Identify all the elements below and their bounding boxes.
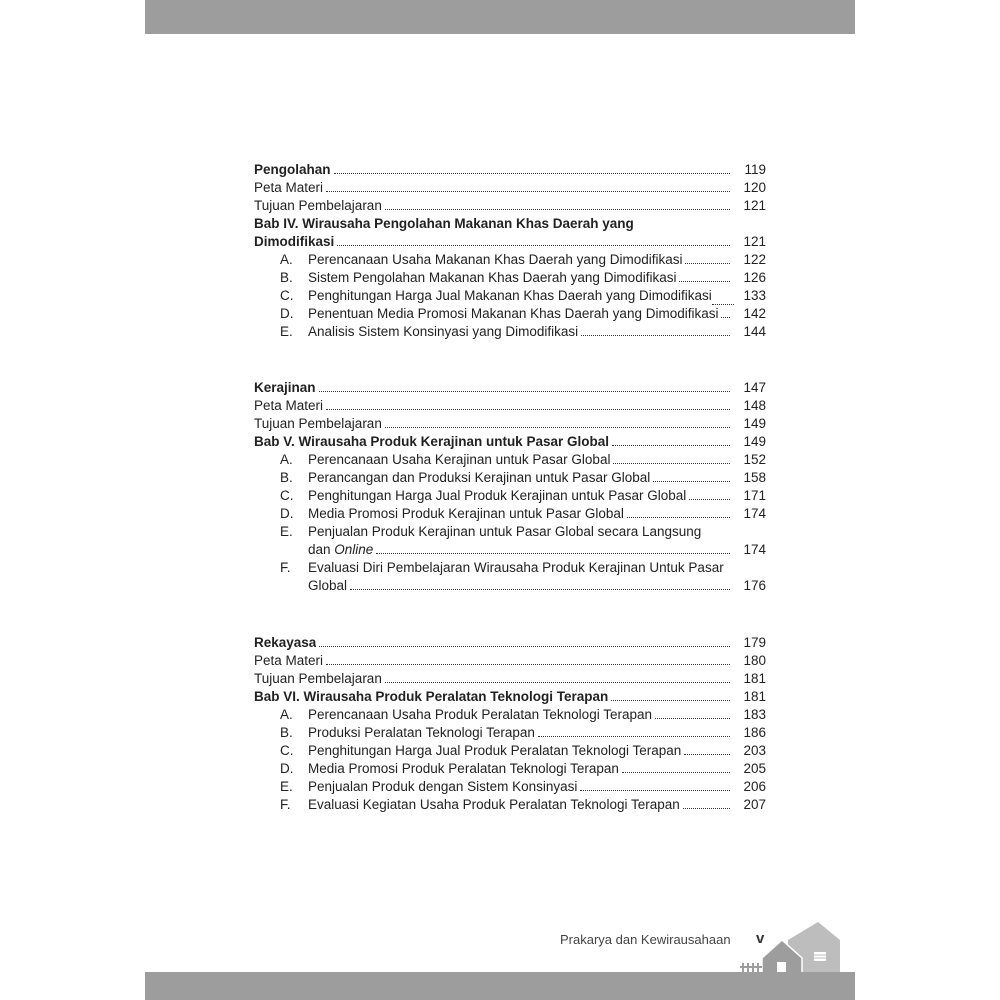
toc-item[interactable]: C. Penghitungan Harga Jual Makanan Khas Daerah yang Dimodifikasi 133 [280, 288, 766, 303]
footer-book-title: Prakarya dan Kewirausahaan [560, 932, 731, 947]
toc-item[interactable]: D. Media Promosi Produk Kerajinan untuk Pasar Global 174 [280, 506, 766, 521]
toc-item[interactable]: B. Sistem Pengolahan Makanan Khas Daerah yang Dimodifikasi 126 [280, 270, 766, 285]
toc-item[interactable]: C. Penghitungan Harga Jual Produk Kerajinan untuk Pasar Global 171 [280, 488, 766, 503]
toc-item[interactable]: A. Perencanaan Usaha Produk Peralatan Teknologi Terapan 183 [280, 707, 766, 722]
toc-bab-row[interactable]: Bab V. Wirausaha Produk Kerajinan untuk Pasar Global 149 [254, 434, 766, 449]
toc-row-tujuan[interactable]: Tujuan Pembelajaran 149 [254, 416, 766, 431]
toc-bab-heading-line1: Bab IV. Wirausaha Pengolahan Makanan Khas Daerah yang [254, 216, 634, 231]
toc-item[interactable]: A. Perencanaan Usaha Makanan Khas Daerah yang Dimodifikasi 122 [280, 252, 766, 267]
toc-item[interactable]: E. Analisis Sistem Konsinyasi yang Dimodifikasi 144 [280, 324, 766, 339]
bottom-decorative-bar [145, 972, 855, 1000]
toc-row-peta-materi[interactable]: Peta Materi 180 [254, 653, 766, 668]
house-logo-icon [740, 918, 840, 974]
footer-page-number: v [756, 930, 765, 947]
toc-chapter-row[interactable]: Rekayasa 179 [254, 635, 766, 650]
toc-item[interactable]: E. Penjualan Produk dengan Sistem Konsinyasi 206 [280, 779, 766, 794]
toc-row-peta-materi[interactable]: Peta Materi 120 [254, 180, 766, 195]
toc-item-multiline-first[interactable]: F. Evaluasi Diri Pembelajaran Wirausaha Produk Kerajinan Untuk Pasar [280, 560, 724, 575]
toc-row-tujuan[interactable]: Tujuan Pembelajaran 121 [254, 198, 766, 213]
toc-bab-row[interactable]: Dimodifikasi 121 [254, 234, 766, 249]
toc-item-multiline-cont[interactable]: Global 176 [308, 578, 766, 593]
toc-item[interactable]: B. Perancangan dan Produksi Kerajinan untuk Pasar Global 158 [280, 470, 766, 485]
toc-chapter-row[interactable]: Pengolahan 119 [254, 162, 766, 177]
toc-chapter-row[interactable]: Kerajinan 147 [254, 380, 766, 395]
toc-item[interactable]: B. Produksi Peralatan Teknologi Terapan 186 [280, 725, 766, 740]
toc-item[interactable]: A. Perencanaan Usaha Kerajinan untuk Pasar Global 152 [280, 452, 766, 467]
toc-item[interactable]: D. Media Promosi Produk Peralatan Teknologi Terapan 205 [280, 761, 766, 776]
toc-bab-row[interactable]: Bab VI. Wirausaha Produk Peralatan Teknologi Terapan 181 [254, 689, 766, 704]
toc-item[interactable]: C. Penghitungan Harga Jual Produk Peralatan Teknologi Terapan 203 [280, 743, 766, 758]
toc-section-pengolahan [254, 161, 766, 341]
toc-row-tujuan[interactable]: Tujuan Pembelajaran 181 [254, 671, 766, 686]
toc-item[interactable]: D. Penentuan Media Promosi Makanan Khas Daerah yang Dimodifikasi 142 [280, 306, 766, 321]
toc-item-multiline-first[interactable]: E. Penjualan Produk Kerajinan untuk Pasar Global secara Langsung [280, 524, 702, 539]
toc-item[interactable]: F. Evaluasi Kegiatan Usaha Produk Peralatan Teknologi Terapan 207 [280, 797, 766, 812]
toc-section-kerajinan [254, 379, 766, 595]
toc-row-peta-materi[interactable]: Peta Materi 148 [254, 398, 766, 413]
top-decorative-bar [145, 0, 855, 34]
toc-item-multiline-cont[interactable]: dan Online 174 [308, 542, 766, 557]
toc-section-rekayasa [254, 634, 766, 814]
